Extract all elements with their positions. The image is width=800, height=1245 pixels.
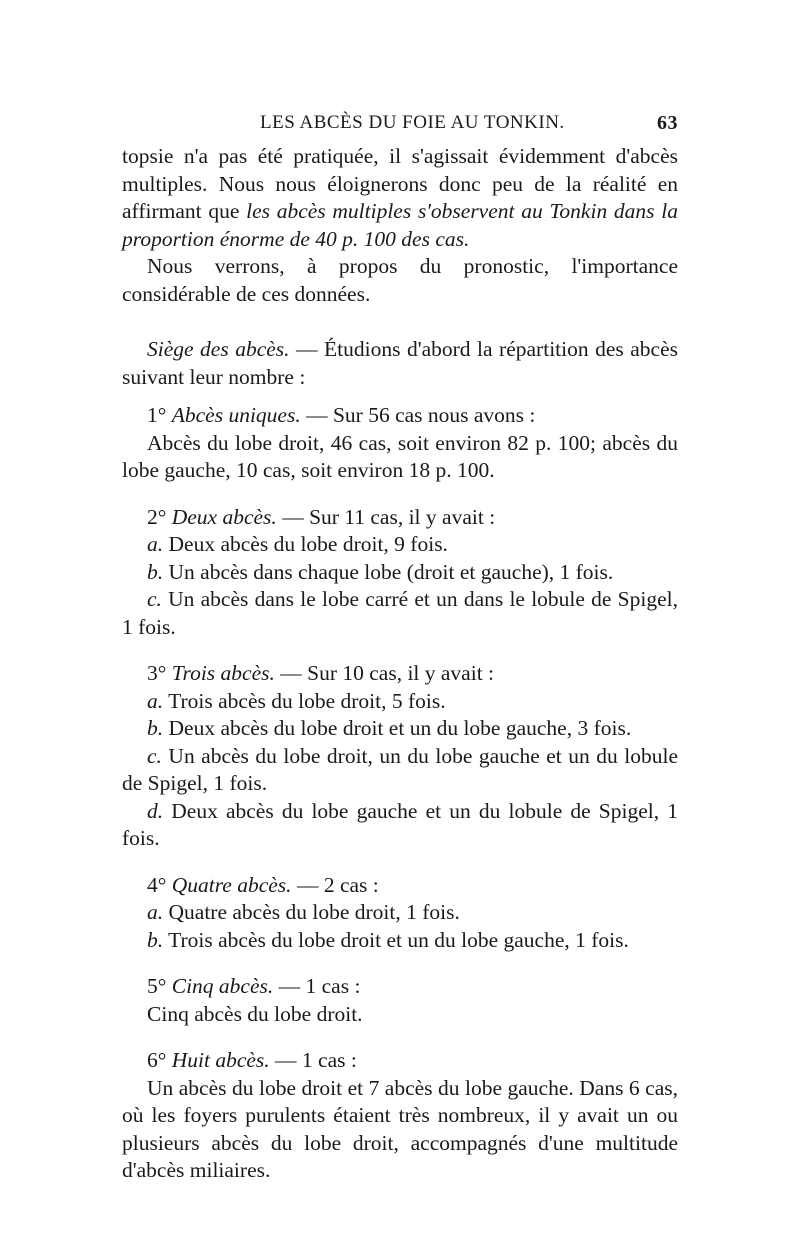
paragraph: Cinq abcès du lobe droit.: [147, 1001, 363, 1026]
page-body: [122, 143, 678, 1185]
paragraph: Un abcès du lobe droit et 7 abcès du lobe gauche. Dans 6 cas, où les foyers purulents étaient très nombreux, il y avait un ou plusieurs abcès du lobe droit, accompagnés d'une multitude d'abcès miliaires.: [122, 1075, 678, 1182]
paragraph: Abcès du lobe droit, 46 cas, soit environ 82 p. 100; abcès du lobe gauche, 10 cas, soit environ 18 p. 100.: [122, 430, 678, 482]
list-item: c. Un abcès du lobe droit, un du lobe gauche et un du lobule de Spigel, 1 fois.: [122, 743, 678, 795]
list-item: c. Un abcès dans le lobe carré et un dans le lobule de Spigel, 1 fois.: [122, 587, 678, 639]
list-item: a. Trois abcès du lobe droit, 5 fois.: [147, 688, 446, 713]
page-number: 63: [657, 112, 678, 134]
emphasis: les abcès multiples s'observent au Tonkin dans la proportion énorme de 40 p. 100 des cas.: [122, 199, 678, 251]
paragraph: Nous verrons, à propos du pronostic, l'importance considérable de ces données.: [122, 254, 678, 306]
paragraph: topsie n'a pas été pratiquée, il s'agissait évidemment d'abcès multiples. Nous nous éloignerons donc peu de la réalité en affirmant que les abcès multiples s'observent au Tonkin dans la proportion énorme de 40 p. 100 des cas.: [122, 144, 678, 251]
subsection-heading: 5° Cinq abcès. — 1 cas :: [147, 974, 361, 998]
list-item: a. Quatre abcès du lobe droit, 1 fois.: [147, 900, 460, 924]
list-item: d. Deux abcès du lobe gauche et un du lobule de Spigel, 1 fois.: [122, 798, 678, 850]
subsection-heading: 4° Quatre abcès. — 2 cas :: [147, 872, 379, 897]
list-item: b. Un abcès dans chaque lobe (droit et gauche), 1 fois.: [147, 559, 614, 584]
section-heading: Siège des abcès. — Étudions d'abord la répartition des abcès suivant leur nombre :: [122, 337, 679, 389]
list-item: b. Deux abcès du lobe droit et un du lobe gauche, 3 fois.: [147, 716, 632, 740]
subsection-heading: 1° Abcès uniques. — Sur 56 cas nous avons :: [147, 403, 536, 427]
list-item: b. Trois abcès du lobe droit et un du lobe gauche, 1 fois.: [147, 927, 629, 952]
running-title: LES ABCÈS DU FOIE AU TONKIN.: [260, 112, 565, 133]
subsection-heading: 3° Trois abcès. — Sur 10 cas, il y avait :: [147, 661, 495, 685]
subsection-heading: 2° Deux abcès. — Sur 11 cas, il y avait :: [147, 504, 496, 529]
running-header: [122, 112, 682, 142]
subsection-heading: 6° Huit abcès. — 1 cas :: [147, 1048, 357, 1072]
list-item: a. Deux abcès du lobe droit, 9 fois.: [147, 532, 448, 556]
